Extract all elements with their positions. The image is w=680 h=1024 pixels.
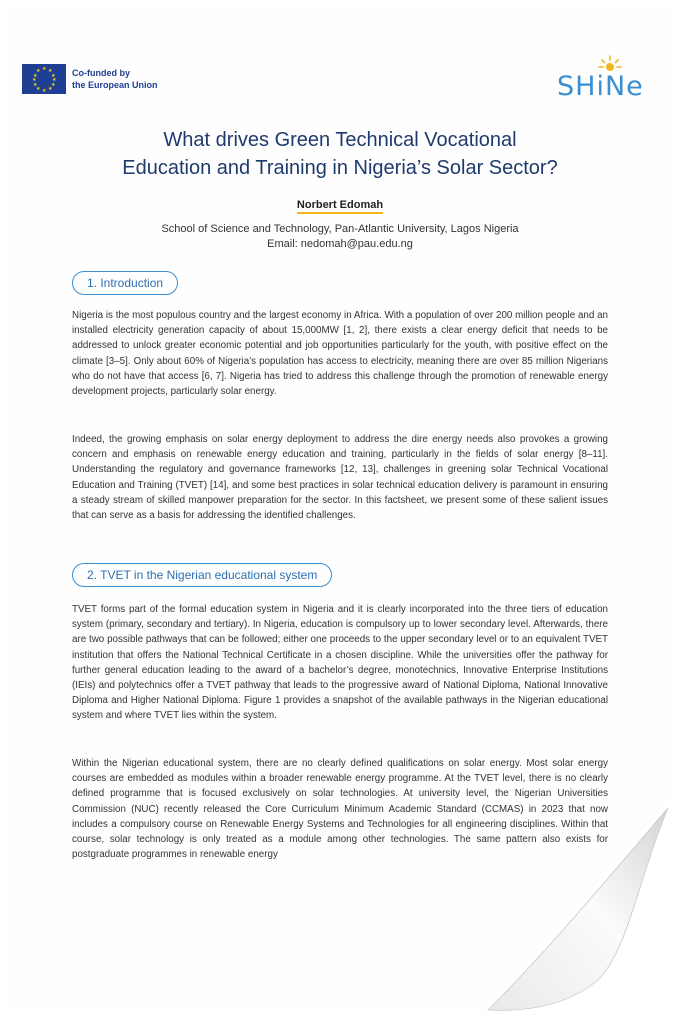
tvet-paragraph-2: Within the Nigerian educational system, there are no clearly defined qualifications on solar energy. Most solar energy courses are embedded as modules within a broader renewable energy programme. At the TVET level, there is no clearly defined programme that is focused exclusively on solar technologies. At university level, the Nigerian Universities Commission (NUC) recently released the Core Curriculum Minimum Academic Standard (CCMAS) in 2023 that now includes a compulsory course on Renewable Energy Systems and Technologies for all engineering disciplines. Within that course, solar technology is only treated as a module among other technologies. The same pattern also exists for postgraduate programmes in renewable energy [72, 758, 608, 860]
eu-flag-icon: ★ ★ ★ ★ ★ ★ ★ ★ ★ ★ ★ ★ [22, 64, 66, 94]
section-heading-introduction: 1. Introduction [72, 271, 178, 295]
title-line-1: What drives Green Technical Vocational [163, 129, 517, 151]
author-block [0, 199, 680, 211]
eu-funding-badge [22, 64, 158, 94]
affiliation-block [0, 222, 680, 252]
shine-logo-text: SHiNe [557, 71, 644, 102]
author-name: Norbert Edomah [297, 199, 383, 214]
tvet-paragraph-1: TVET forms part of the formal education system in Nigeria and it is clearly incorporated into the three tiers of education system (primary, secondary and tertiary). In Nigeria, education is compulsory up to lower secondary level. Afterwards, there are two possible pathways that can be followed; either one proceeds to the upper secondary level or to an equivalent TVET institution that offers the National Technical Certificate in a chosen discipline. While the universities offer the pathway for further general education leading to the award of a bachelor’s degree, monotechnics, Innovative Enterprise Institutions (IEIs) and polytechnics offer a TVET pathway that leads to the progressive award of National Diploma, National Innovative Diploma and Higher National Diploma. Figure 1 provides a snapshot of the available pathways in the Nigerian educational system and where TVET lies within the system. [72, 604, 608, 722]
funding-line-2: the European Union [72, 80, 158, 90]
author-email: Email: nedomah@pau.edu.ng [267, 238, 413, 250]
shine-logo [557, 55, 667, 105]
title-line-2: Education and Training in Nigeria’s Solar Sector? [122, 157, 558, 179]
affiliation: School of Science and Technology, Pan-Atlantic University, Lagos Nigeria [161, 223, 519, 235]
intro-paragraph-1: Nigeria is the most populous country and the largest economy in Africa. With a population of over 200 million people and an installed electricity generation capacity of about 15,000MW [1, 2], there exists a clear energy deficit that needs to be addressed to unlock greater economic potential and job opportunities particularly for the youth, with positive effect on the climate [3–5]. Only about 60% of Nigeria’s population has access to electricity, meaning there are over 85 million Nigerians who do not have that access [6, 7]. Nigeria has tried to address this challenge through the promotion of renewable energy development projects, particularly solar energy. [72, 310, 608, 398]
section-heading-tvet: 2. TVET in the Nigerian educational system [72, 563, 332, 587]
intro-paragraph-2: Indeed, the growing emphasis on solar energy deployment to address the dire energy needs also provokes a growing concern and emphasis on renewable energy education and training, particularly in the fields of solar energy [8–11]. Understanding the regulatory and governance frameworks [12, 13], challenges in greening solar Technical Vocational Education and Training (TVET) [14], and some best practices in solar technical education delivery is paramount in ensuring a steady stream of skilled manpower preparation for the sector. In this factsheet, we present some of these salient issues that can serve as a basis for addressing the identified challenges. [72, 434, 608, 522]
funding-line-1: Co-funded by [72, 68, 130, 78]
document-title [40, 126, 640, 182]
page-curl-icon [478, 800, 674, 1014]
